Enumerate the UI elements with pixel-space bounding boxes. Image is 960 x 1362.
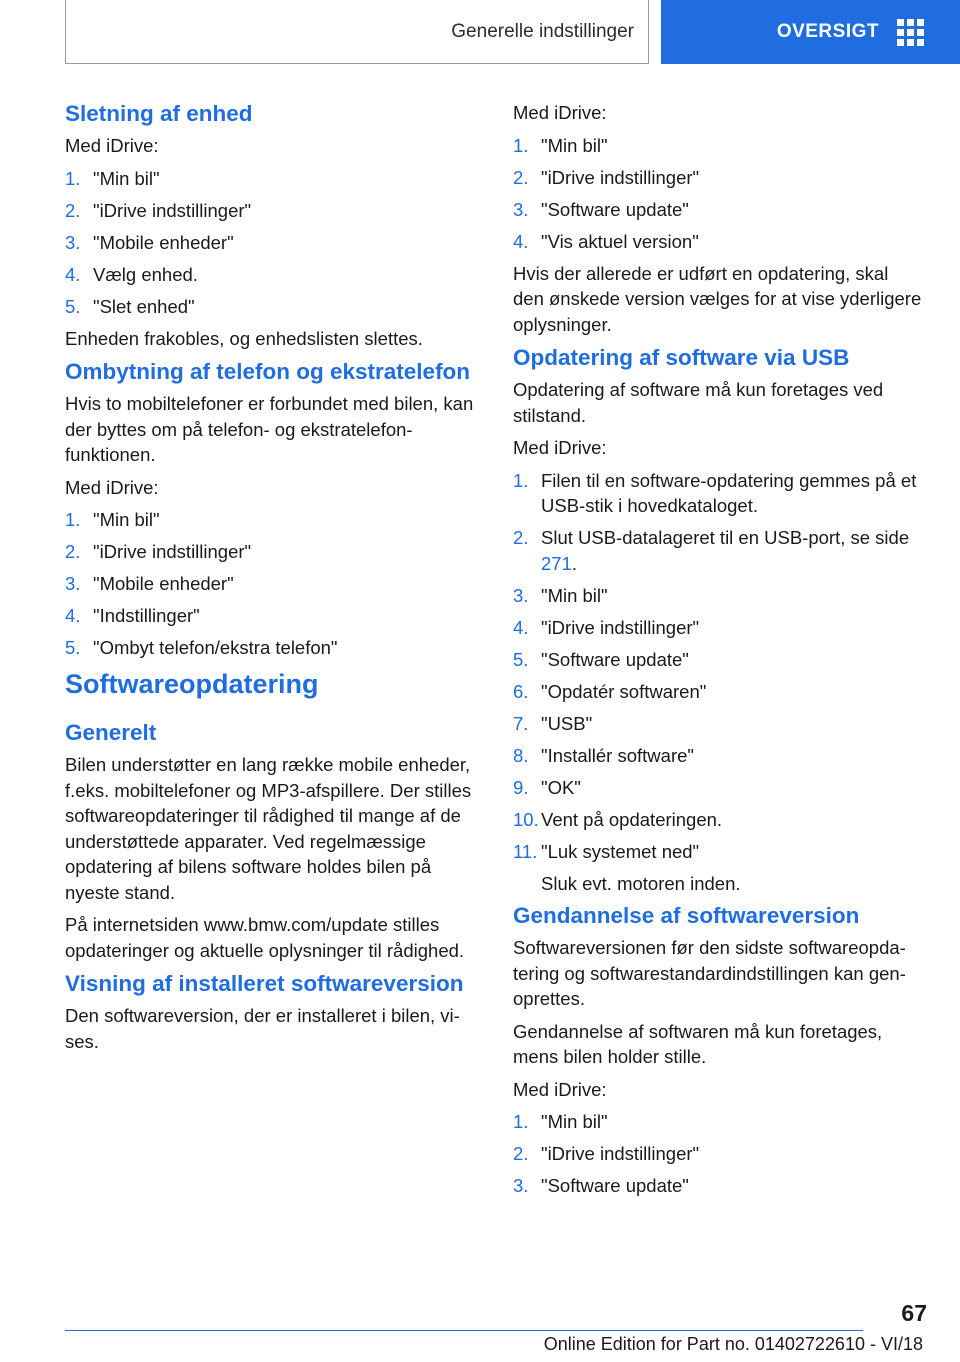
section-heading: Opdatering af software via USB [513, 345, 850, 370]
step-number: 11. [513, 840, 538, 862]
body-paragraph: Den softwareversion, der er installeret i bilen, vises. [65, 1005, 460, 1052]
body-paragraph: Gendannelse af softwaren må kun foretages, mens bilen holder stille. [513, 1020, 883, 1067]
list-item [513, 197, 923, 223]
overview-button[interactable] [661, 0, 960, 64]
list-item [513, 583, 923, 609]
step-number: 1. [65, 509, 81, 530]
step-text: "OK" [541, 776, 581, 798]
step-text: "Min bil" [93, 509, 160, 530]
step-number: 2. [513, 166, 529, 188]
section-heading: Sletning af enhed [65, 101, 253, 126]
step-text: "iDrive indstillinger" [541, 166, 700, 188]
instruction-intro: Med iDrive: [513, 437, 607, 458]
step-text: "Software update" [541, 198, 689, 220]
list-item [513, 743, 923, 769]
step-text: "USB" [541, 712, 593, 734]
step-number: 4. [513, 230, 529, 252]
step-text: Filen til en software-opdatering gemmes på et USB-stik i hovedkataloget. [541, 469, 917, 516]
step-text: "Min bil" [541, 1111, 608, 1132]
step-number: 1. [65, 167, 81, 189]
step-number: 3. [65, 231, 81, 253]
step-text: "Slet enhed" [93, 295, 195, 317]
step-number: 6. [513, 680, 529, 702]
list-item [513, 229, 923, 255]
step-number: 2. [513, 1143, 529, 1164]
list-item [65, 262, 483, 288]
step-number: 7. [513, 712, 529, 734]
list-item [513, 647, 923, 673]
step-list [513, 1109, 923, 1199]
step-number: 2. [65, 541, 81, 562]
list-item [65, 507, 483, 533]
step-number: 5. [65, 637, 81, 658]
step-text: "iDrive indstillinger" [541, 1143, 700, 1164]
step-list [513, 133, 923, 255]
body-paragraph: Softwareversionen før den sidste softwareopdatering og softwarestandardindstillingen kan genoprettes. [513, 937, 906, 1009]
step-number: 8. [513, 744, 529, 766]
step-text: "iDrive indstillinger" [93, 541, 252, 562]
list-item [65, 603, 483, 629]
page-number: 67 [901, 1300, 927, 1326]
left-column [65, 100, 483, 1061]
section-heading: Ombytning af telefon og ekstratelefon [65, 359, 471, 384]
instruction-intro: Med iDrive: [65, 476, 159, 498]
step-sub-note: Sluk evt. motoren inden. [541, 872, 741, 894]
step-text: "Ombyt telefon/ekstra telefon" [93, 637, 338, 658]
list-item [513, 1141, 923, 1167]
header-section-tab [65, 0, 649, 64]
instruction-intro: Med iDrive: [513, 102, 607, 123]
list-item [65, 539, 483, 565]
section-heading: Visning af installeret softwareversion [65, 971, 464, 996]
step-number: 10. [513, 808, 539, 830]
list-item [65, 635, 483, 661]
list-item [65, 198, 483, 224]
grid-icon [897, 19, 924, 46]
list-item [513, 468, 923, 519]
step-text: "Mobile enheder" [93, 573, 234, 594]
header-section-title: Generelle indstillinger [451, 20, 634, 42]
section-heading: Generelt [65, 720, 157, 745]
step-text: Vælg enhed. [93, 263, 198, 285]
step-text: "Min bil" [541, 584, 608, 606]
overview-label: OVERSIGT [776, 21, 879, 42]
step-text: "Software update" [541, 648, 689, 670]
step-number: 9. [513, 776, 529, 798]
step-text: "iDrive indstillinger" [541, 616, 700, 638]
page-reference-link[interactable]: 271 [541, 552, 572, 574]
step-text: "Vis aktuel version" [541, 230, 699, 252]
list-item [513, 839, 923, 865]
list-item [513, 807, 923, 833]
step-text: Vent på opdateringen. [541, 808, 723, 830]
step-text [541, 525, 923, 576]
step-list [65, 166, 483, 320]
step-number: 2. [513, 527, 529, 548]
footer-divider [65, 1330, 863, 1331]
step-text-part: . [571, 552, 578, 574]
list-item [65, 294, 483, 320]
body-paragraph: Hvis der allerede er udført en opdatering, skal den ønskede version vælges for at vise yderligere oplysninger. [513, 262, 922, 335]
step-number: 4. [513, 616, 529, 638]
step-text: "Min bil" [93, 167, 160, 189]
list-item [513, 679, 923, 705]
instruction-intro: Med iDrive: [65, 135, 159, 156]
step-number: 5. [513, 648, 529, 670]
step-number: 2. [65, 199, 81, 221]
step-number: 3. [65, 573, 81, 594]
step-number: 1. [513, 469, 529, 491]
step-text: "Mobile enheder" [93, 231, 234, 253]
body-paragraph: Bilen understøtter en lang række mobile enheder, f.eks. mobiltelefoner og MP3-afspillere. Der stilles softwareopdateringer til rådighed til mange af de understøttede apparater. Ved regelmæssige opdatering af bilens software holdes bilen på nyeste stand. [65, 754, 472, 903]
step-text: "Installér software" [541, 744, 694, 766]
list-item [513, 1173, 923, 1199]
step-number: 3. [513, 1175, 529, 1196]
list-item [65, 571, 483, 597]
edition-footer: Online Edition for Part no. 01402722610 - VI/18 [543, 1334, 923, 1354]
step-text: "Indstillinger" [93, 605, 200, 626]
body-paragraph: Enheden frakobles, og enhedslisten slettes. [65, 327, 423, 349]
step-number: 1. [513, 1111, 529, 1132]
body-paragraph: Opdatering af software må kun foretages ved stilstand. [513, 379, 884, 426]
list-item [513, 525, 923, 576]
step-number: 4. [65, 605, 81, 626]
list-item [513, 1109, 923, 1135]
chapter-heading: Softwareopdatering [65, 669, 319, 699]
section-heading: Gendannelse af softwareversion [513, 903, 860, 928]
body-paragraph: På internetsiden www.bmw.com/update stilles opdateringer og aktuelle oplysninger til rådighed. [65, 914, 465, 961]
step-text: "Software update" [541, 1175, 689, 1196]
step-number: 4. [65, 263, 81, 285]
list-item [65, 166, 483, 192]
step-text-part: Slut USB-datalageret til en USB-port, se side [541, 527, 910, 548]
step-text: "iDrive indstillinger" [93, 199, 252, 221]
step-number: 3. [513, 584, 529, 606]
step-text: "Min bil" [541, 134, 608, 156]
step-list [65, 507, 483, 661]
right-column [513, 100, 923, 1205]
list-item [513, 133, 923, 159]
list-item [513, 711, 923, 737]
list-item [65, 230, 483, 256]
list-item [513, 615, 923, 641]
step-text: "Luk systemet ned" [541, 840, 700, 862]
body-paragraph: Hvis to mobiltelefoner er forbundet med bilen, kan der byttes om på telefon- og ekstratelefonfunktionen. [65, 393, 474, 465]
list-item [513, 775, 923, 801]
step-number: 5. [65, 295, 81, 317]
step-number: 1. [513, 134, 529, 156]
step-text: "Opdatér softwaren" [541, 680, 707, 702]
step-list [513, 468, 923, 865]
instruction-intro: Med iDrive: [513, 1078, 607, 1100]
step-number: 3. [513, 198, 529, 220]
list-item [513, 165, 923, 191]
